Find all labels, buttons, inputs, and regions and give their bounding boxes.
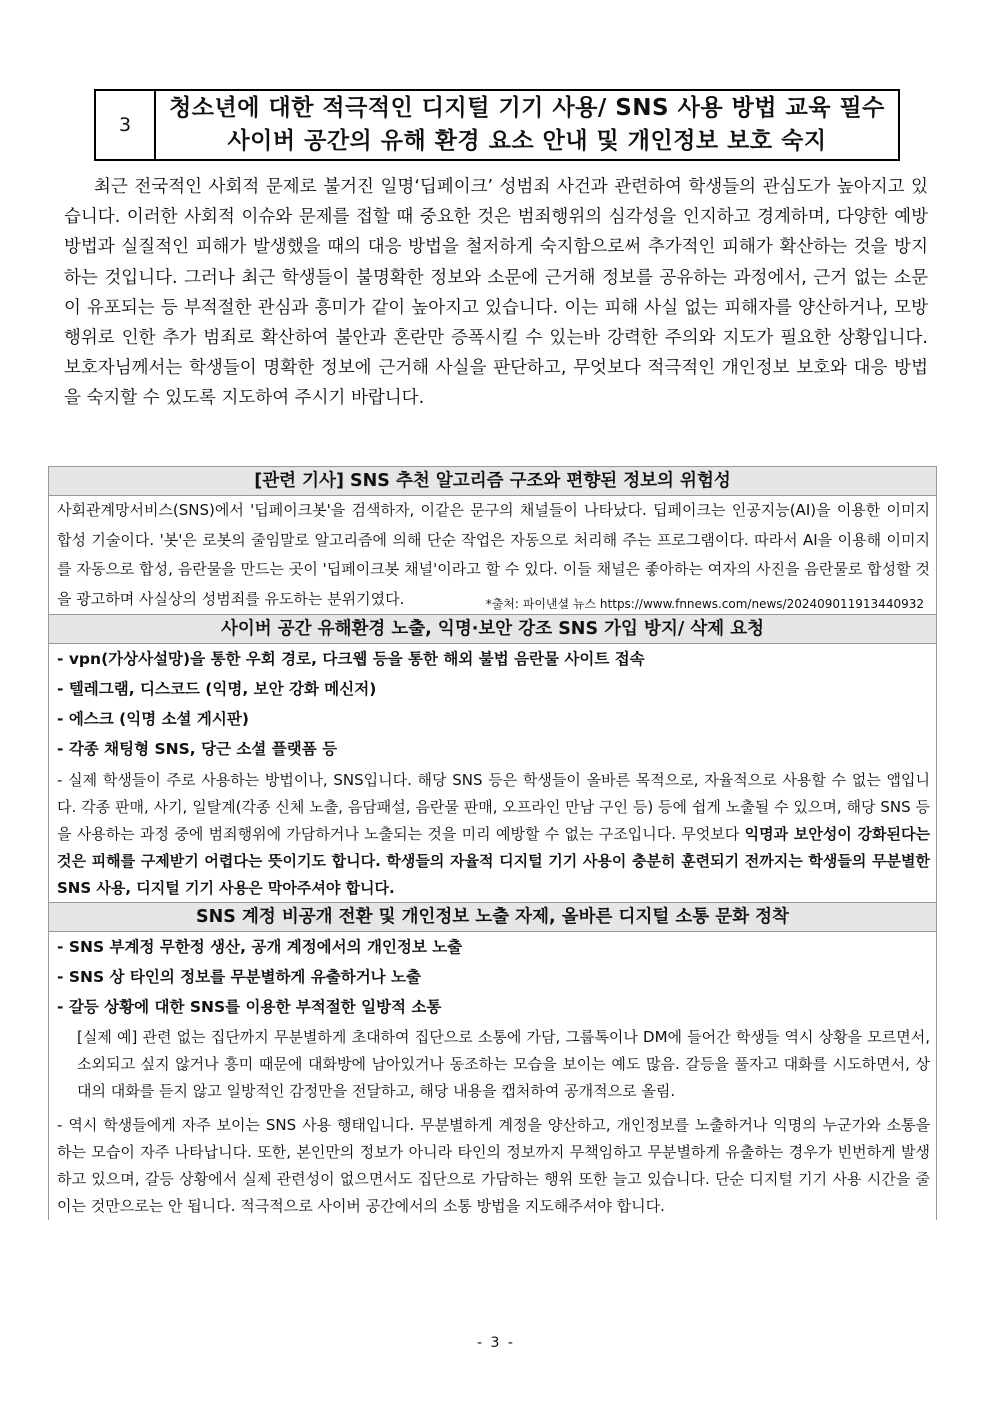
- list-item: - 텔레그램, 디스코드 (익명, 보안 강화 메신저): [57, 680, 377, 698]
- section-heading-harmful: 사이버 공간 유해환경 노출, 익명·보안 강조 SNS 가입 방지/ 삭제 요청: [49, 614, 936, 644]
- real-example: [실제 예] 관련 없는 집단까지 무분별하게 초대하여 집단으로 소통에 가담, 그룹톡이나 DM에 들어간 학생들 역시 상황을 모르면서, 소외되고 싶지 않거나 흥미 때문에 대화방에 남아있거나 동조하는 모습을 보이는 예도 많음. 갈등을 풀자고 대화를 시도하면서, 상대의 대화를 듣지 않고 일방적인 감정만을 전달하고, 해당 내용을 캡처하여 공개적으로 올림.: [77, 1028, 930, 1100]
- list-item: - SNS 상 타인의 정보를 무분별하게 유출하거나 노출: [57, 968, 421, 986]
- list-item: - SNS 부계정 무한정 생산, 공개 계정에서의 개인정보 노출: [57, 938, 463, 956]
- section-number: 3: [96, 91, 156, 159]
- article-body: 사회관계망서비스(SNS)에서 '딥페이크봇'을 검색하자, 이같은 문구의 채널들이 나타났다. 딥페이크는 인공지능(AI)을 이용한 이미지 합성 기술이다. '봇'은 로봇의 줄임말로 알고리즘에 의해 단순 작업은 자동으로 처리해 주는 프로그램이다. 따라서 AI을 이용해 이미지를 자동으로 합성, 음란물을 만드는 곳이 '딥페이크봇 채널'이라고 할 수 있다. 이들 채널은 좋아하는 여자의 사진을 음란물로 합성할 것을 광고하며 사실상의 성범죄를 유도하는 분위기였다.: [57, 501, 930, 608]
- list-item: - 에스크 (익명 소셜 게시판): [57, 710, 249, 728]
- harmful-section: [49, 644, 936, 902]
- harmful-explanation: [57, 764, 930, 902]
- list-item: - 각종 채팅형 SNS, 당근 소셜 플랫폼 등: [57, 740, 338, 758]
- title-line-1: 청소년에 대한 적극적인 디지털 기기 사용/ SNS 사용 방법 교육 필수: [169, 95, 885, 121]
- page-title: [156, 91, 898, 159]
- explanation-emphasis: 익명과 보안성이 강화된다는 것은 피해를 구제받기 어렵다는 뜻이기도 합니다. 학생들의 자율적 디지털 기기 사용이 충분히 훈련되기 전까지는 학생들의 무분별한 SNS 사용, 디지털 기기 사용은 막아주셔야 합니다.: [57, 825, 931, 897]
- explanation-text: - 실제 학생들이 주로 사용하는 방법이나, SNS입니다. 해당 SNS 등은 학생들이 올바른 목적으로, 자율적으로 사용할 수 없는 앱입니다. 각종 판매, 사기, 일탈계(각종 신체 노출, 음담패설, 음란물 판매, 오프라인 만남 구인 등) 등에 쉽게 노출될 수 있으며, 해당 SNS 등을 사용하는 과정 중에 범죄행위에 가담하거나 노출되는 것을 미리 예방할 수 없는 구조입니다. 무엇보다: [57, 771, 930, 843]
- privacy-explanation: - 역시 학생들에게 자주 보이는 SNS 사용 행태입니다. 무분별하게 계정을 양산하고, 개인정보를 노출하거나 익명의 누군가와 소통을 하는 모습이 자주 나타납니다. 또한, 본인만의 정보가 아니라 타인의 정보까지 무책임하고 무분별하게 유출하는 경우가 빈번하게 발생하고 있으며, 갈등 상황에서 실제 관련성이 없으면서도 집단으로 가담하는 행위 또한 늘고 있습니다. 단순 디지털 기기 사용 시간을 줄이는 것만으로는 안 됩니다. 적극적으로 사이버 공간에서의 소통 방법을 지도해주셔야 합니다.: [57, 1116, 930, 1215]
- intro-paragraph: 최근 전국적인 사회적 문제로 불거진 일명‘딥페이크’ 성범죄 사건과 관련하여 학생들의 관심도가 높아지고 있습니다. 이러한 사회적 이슈와 문제를 접할 때 중요한 것은 범죄행위의 심각성을 인지하고 경계하며, 다양한 예방 방법과 실질적인 피해가 발생했을 때의 대응 방법을 철저하게 숙지함으로써 추가적인 피해가 확산하는 것을 방지하는 것입니다. 그러나 최근 학생들이 불명확한 정보와 소문에 근거해 정보를 공유하는 과정에서, 근거 없는 소문이 유포되는 등 부적절한 관심과 흥미가 같이 높아지고 있습니다. 이는 피해 사실 없는 피해자를 양산하거나, 모방행위로 인한 추가 범죄로 확산하여 불안과 혼란만 증폭시킬 수 있는바 강력한 주의와 지도가 필요한 상황입니다. 보호자님께서는 학생들이 명확한 정보에 근거해 사실을 판단하고, 무엇보다 적극적인 개인정보 보호와 대응 방법을 숙지할 수 있도록 지도하여 주시기 바랍니다.: [64, 177, 928, 409]
- article-text: [57, 496, 930, 614]
- list-item: - 갈등 상황에 대한 SNS를 이용한 부적절한 일방적 소통: [57, 998, 442, 1016]
- page-number: - 3 -: [477, 1335, 515, 1351]
- info-boxes: [48, 466, 937, 1220]
- section-heading-privacy: SNS 계정 비공개 전환 및 개인정보 노출 자제, 올바른 디지털 소통 문화 정착: [49, 902, 936, 932]
- section-heading-article: [관련 기사] SNS 추천 알고리즘 구조와 편향된 정보의 위험성: [49, 466, 936, 496]
- article-section: [49, 496, 936, 614]
- privacy-section: [49, 932, 936, 1220]
- title-line-2: 사이버 공간의 유해 환경 요소 안내 및 개인정보 보호 숙지: [227, 128, 827, 154]
- list-item: - vpn(가상사설망)을 통한 우회 경로, 다크웹 등을 통한 해외 불법 음란물 사이트 접속: [57, 650, 645, 668]
- title-box: [94, 89, 900, 161]
- article-source: *출처: 파이낸셜 뉴스 https://www.fnnews.com/news/202409011913440932: [485, 597, 924, 611]
